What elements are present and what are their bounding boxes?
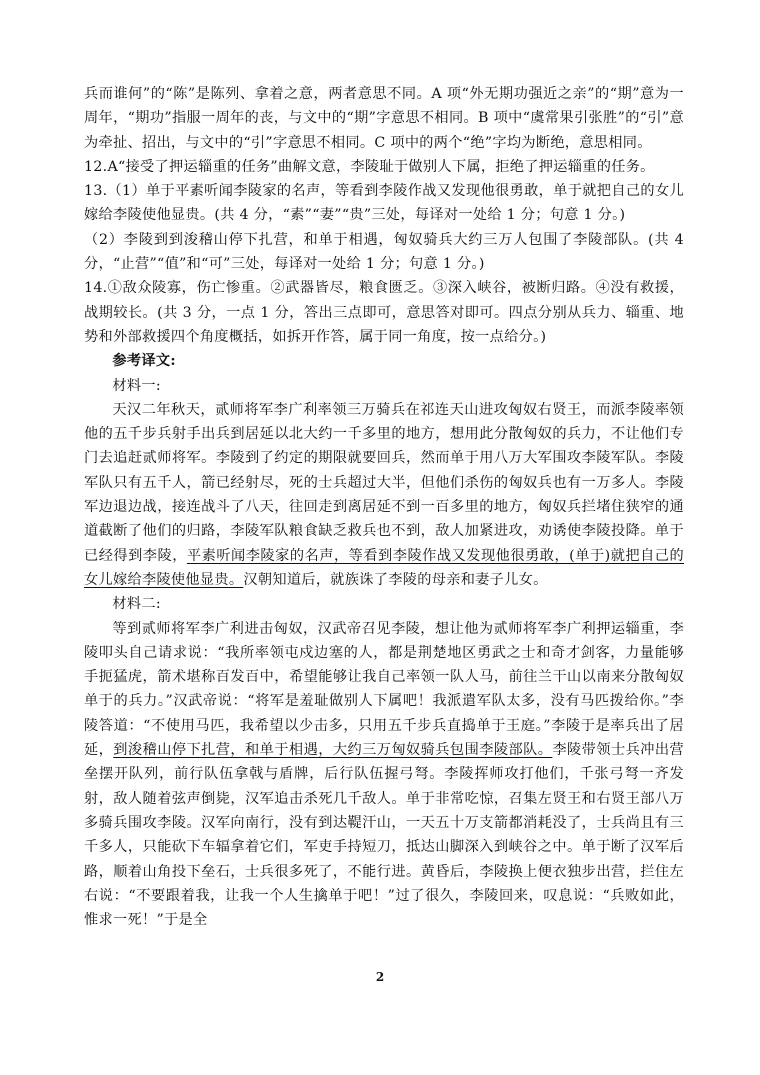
answer-13-part1: 13.（1）单于平素听闻李陵家的名声，等看到李陵作战又发现他很勇敢，单于就把自己的女儿嫁给李陵使他显贵。(共 4 分，“素”“妻”“贵”三处，每译对一处给 1 分；句意 1 分。) xyxy=(84,183,684,224)
material-1-text xyxy=(84,398,684,592)
material-2-underlined: 到浚稽山停下扎营，和单于相遇，大约三万匈奴骑兵包围李陵部队。 xyxy=(113,742,553,759)
reference-translation-heading: 参考译文: xyxy=(112,353,176,370)
answer-11-continued: 兵而谁何”的“陈”是陈列、拿着之意，两者意思不同。A 项“外无期功强近之亲”的“期”意为一周年，“期功”指服一周年的丧，与文中的“期”字意思不相同。B 项中“虞常果引张胜”的“引”意为牵扯、招出，与文中的“引”字意思不相同。C 项中的两个“绝”字均为断绝，意思相同。 xyxy=(84,86,684,151)
answer-12: 12.A“接受了押运辎重的任务”曲解文意，李陵耻于做别人下属，拒绝了押运辎重的任务。 xyxy=(84,158,655,175)
material-1-text-a: 天汉二年秋天，贰师将军李广利率领三万骑兵在祁连天山进攻匈奴右贤王，而派李陵率领他的五千步兵射手出兵到居延以北大约一千多里的地方，想用此分散匈奴的兵力，不让他们专门去追赶贰师将军。李陵到了约定的期限就要回兵，然而单于用八万大军围攻李陵军队。李陵军队只有五千人，箭已经射尽，死的士兵超过大半，但他们杀伤的匈奴兵也有一万多人。李陵军边退边战，接连战斗了八天，往回走到离居延不到一百多里的地方，匈奴兵拦堵住狭窄的通道截断了他们的归路，李陵军队粮食缺乏救兵也不到，敌人加紧进攻，劝诱使李陵投降。单于已经得到李陵， xyxy=(84,401,684,564)
material-2-label: 材料二: xyxy=(112,596,161,613)
document-page xyxy=(84,82,684,932)
material-1-text-b: 汉朝知道后，就族诛了李陵的母亲和妻子儿女。 xyxy=(243,571,548,588)
page-number: 2 xyxy=(375,970,385,984)
answer-13-part2: （2）李陵到到浚稽山停下扎营，和单于相遇，匈奴骑兵大约三万人包围了李陵部队。(共 4 分，“止营”“值”和“可”三处，每译对一处给 1 分；句意 1 分。) xyxy=(84,231,684,273)
material-2-text xyxy=(84,617,684,933)
material-2-text-a: 等到贰师将军李广利进击匈奴，汉武帝召见李陵，想让他为贰师将军李广利押运辎重，李陵叩头自己请求说：“我所率领屯戍边塞的人，都是荆楚地区勇武之士和奇才剑客，力量能够手扼猛虎，箭术堪称百发百中，希望能够让我自己率领一队人马，前往兰干山以南来分散匈奴单于的兵力。”汉武帝说：“将军是羞耻做别人下属吧！我派遣军队太多，没有马匹拨给你。”李陵答道：“不使用马匹，我希望以少击多，只用五千步兵直捣单于王庭。”李陵于是率兵出了居延， xyxy=(84,620,684,759)
material-2-text-b: 李陵带领士兵冲出营垒摆开队列，前行队伍拿戟与盾牌，后行队伍握弓弩。李陵挥师攻打他们，千张弓弩一齐发射，敌人随着弦声倒毙，汉军追击杀死几千敌人。单于非常吃惊，召集左贤王和右贤王部八万多骑兵围攻李陵。汉军向南行，没有到达鞮汗山，一天五十万支箭都消耗没了，士兵尚且有三千多人，只能砍下车辐拿着它们，军吏手持短刀，抵达山脚深入到峡谷之中。单于断了汉军后路，顺着山角投下垒石，士兵很多死了，不能行进。黄昏后，李陵换上便衣独步出营，拦住左右说：“不要跟着我，让我一个人生擒单于吧！”过了很久，李陵回来，叹息说：“兵败如此，惟求一死！”于是全 xyxy=(84,742,684,929)
answer-14: 14.①敌众陵寡，伤亡惨重。②武器皆尽，粮食匮乏。③深入峡谷，被断归路。④没有救援，战期较长。(共 3 分，一点 1 分，答出三点即可，意思答对即可。四点分别从兵力、辎重、地势和外部救援四个角度概括，如拆开作答，属于同一角度，按一点给分。) xyxy=(84,280,684,345)
material-1-underlined: 平素听闻李陵家的名声，等看到李陵作战又发现他很勇敢，(单于)就把自己的女儿嫁给李陵使他显贵。 xyxy=(84,547,684,588)
material-1-label: 材料一: xyxy=(112,377,161,394)
